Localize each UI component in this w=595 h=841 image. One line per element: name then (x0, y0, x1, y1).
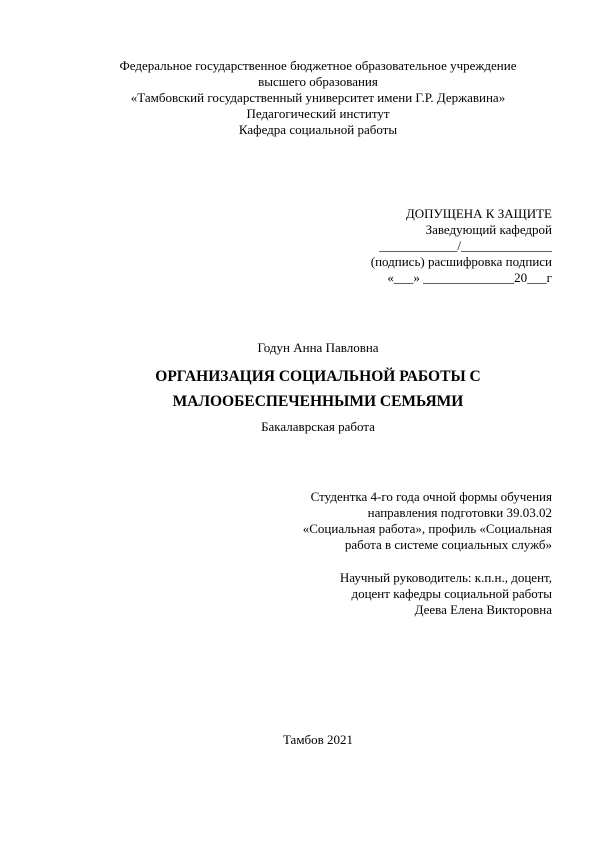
thesis-title (0, 364, 595, 414)
student-line-4: работа в системе социальных служб» (344, 537, 552, 552)
supervisor-line-2: доцент кафедры социальной работы (351, 586, 552, 601)
title-line-2: МАЛООБЕСПЕЧЕННЫМИ СЕМЬЯМИ (172, 393, 464, 410)
approval-signature-caption: (подпись) расшифровка подписи (370, 254, 552, 269)
student-line-2: направления подготовки 39.03.02 (367, 505, 552, 520)
header-line-3: «Тамбовский государственный университет имени Г.Р. Державина» (130, 90, 506, 105)
approval-line-1: ДОПУЩЕНА К ЗАЩИТЕ (405, 206, 552, 221)
approval-signature-line: ____________/______________ (379, 238, 552, 253)
header-line-5: Кафедра социальной работы (238, 122, 398, 137)
student-info-block (250, 489, 552, 553)
supervisor-line-1: Научный руководитель: к.п.н., доцент, (339, 570, 552, 585)
supervisor-line-3: Деева Елена Викторовна (414, 602, 552, 617)
city-year-footer (0, 732, 595, 748)
student-line-1: Студентка 4-го года очной формы обучения (310, 489, 552, 504)
approval-date-line: «___» ______________20___г (387, 270, 552, 285)
student-line-3: «Социальная работа», профиль «Социальная (302, 521, 552, 536)
author-name: Годун Анна Павловна (257, 340, 379, 355)
city-year: Тамбов 2021 (282, 732, 354, 747)
approval-line-2: Заведующий кафедрой (425, 222, 552, 237)
approval-block (300, 206, 552, 286)
header-line-1: Федеральное государственное бюджетное образовательное учреждение (119, 58, 517, 73)
institution-header (0, 58, 595, 138)
header-line-4: Педагогический институт (246, 106, 390, 121)
author-name-block (0, 340, 595, 356)
title-line-1: ОРГАНИЗАЦИЯ СОЦИАЛЬНОЙ РАБОТЫ С (155, 368, 481, 385)
header-line-2: высшего образования (258, 74, 378, 89)
supervisor-info-block (250, 570, 552, 618)
work-type-block (0, 419, 595, 435)
work-type: Бакалаврская работа (261, 419, 375, 434)
